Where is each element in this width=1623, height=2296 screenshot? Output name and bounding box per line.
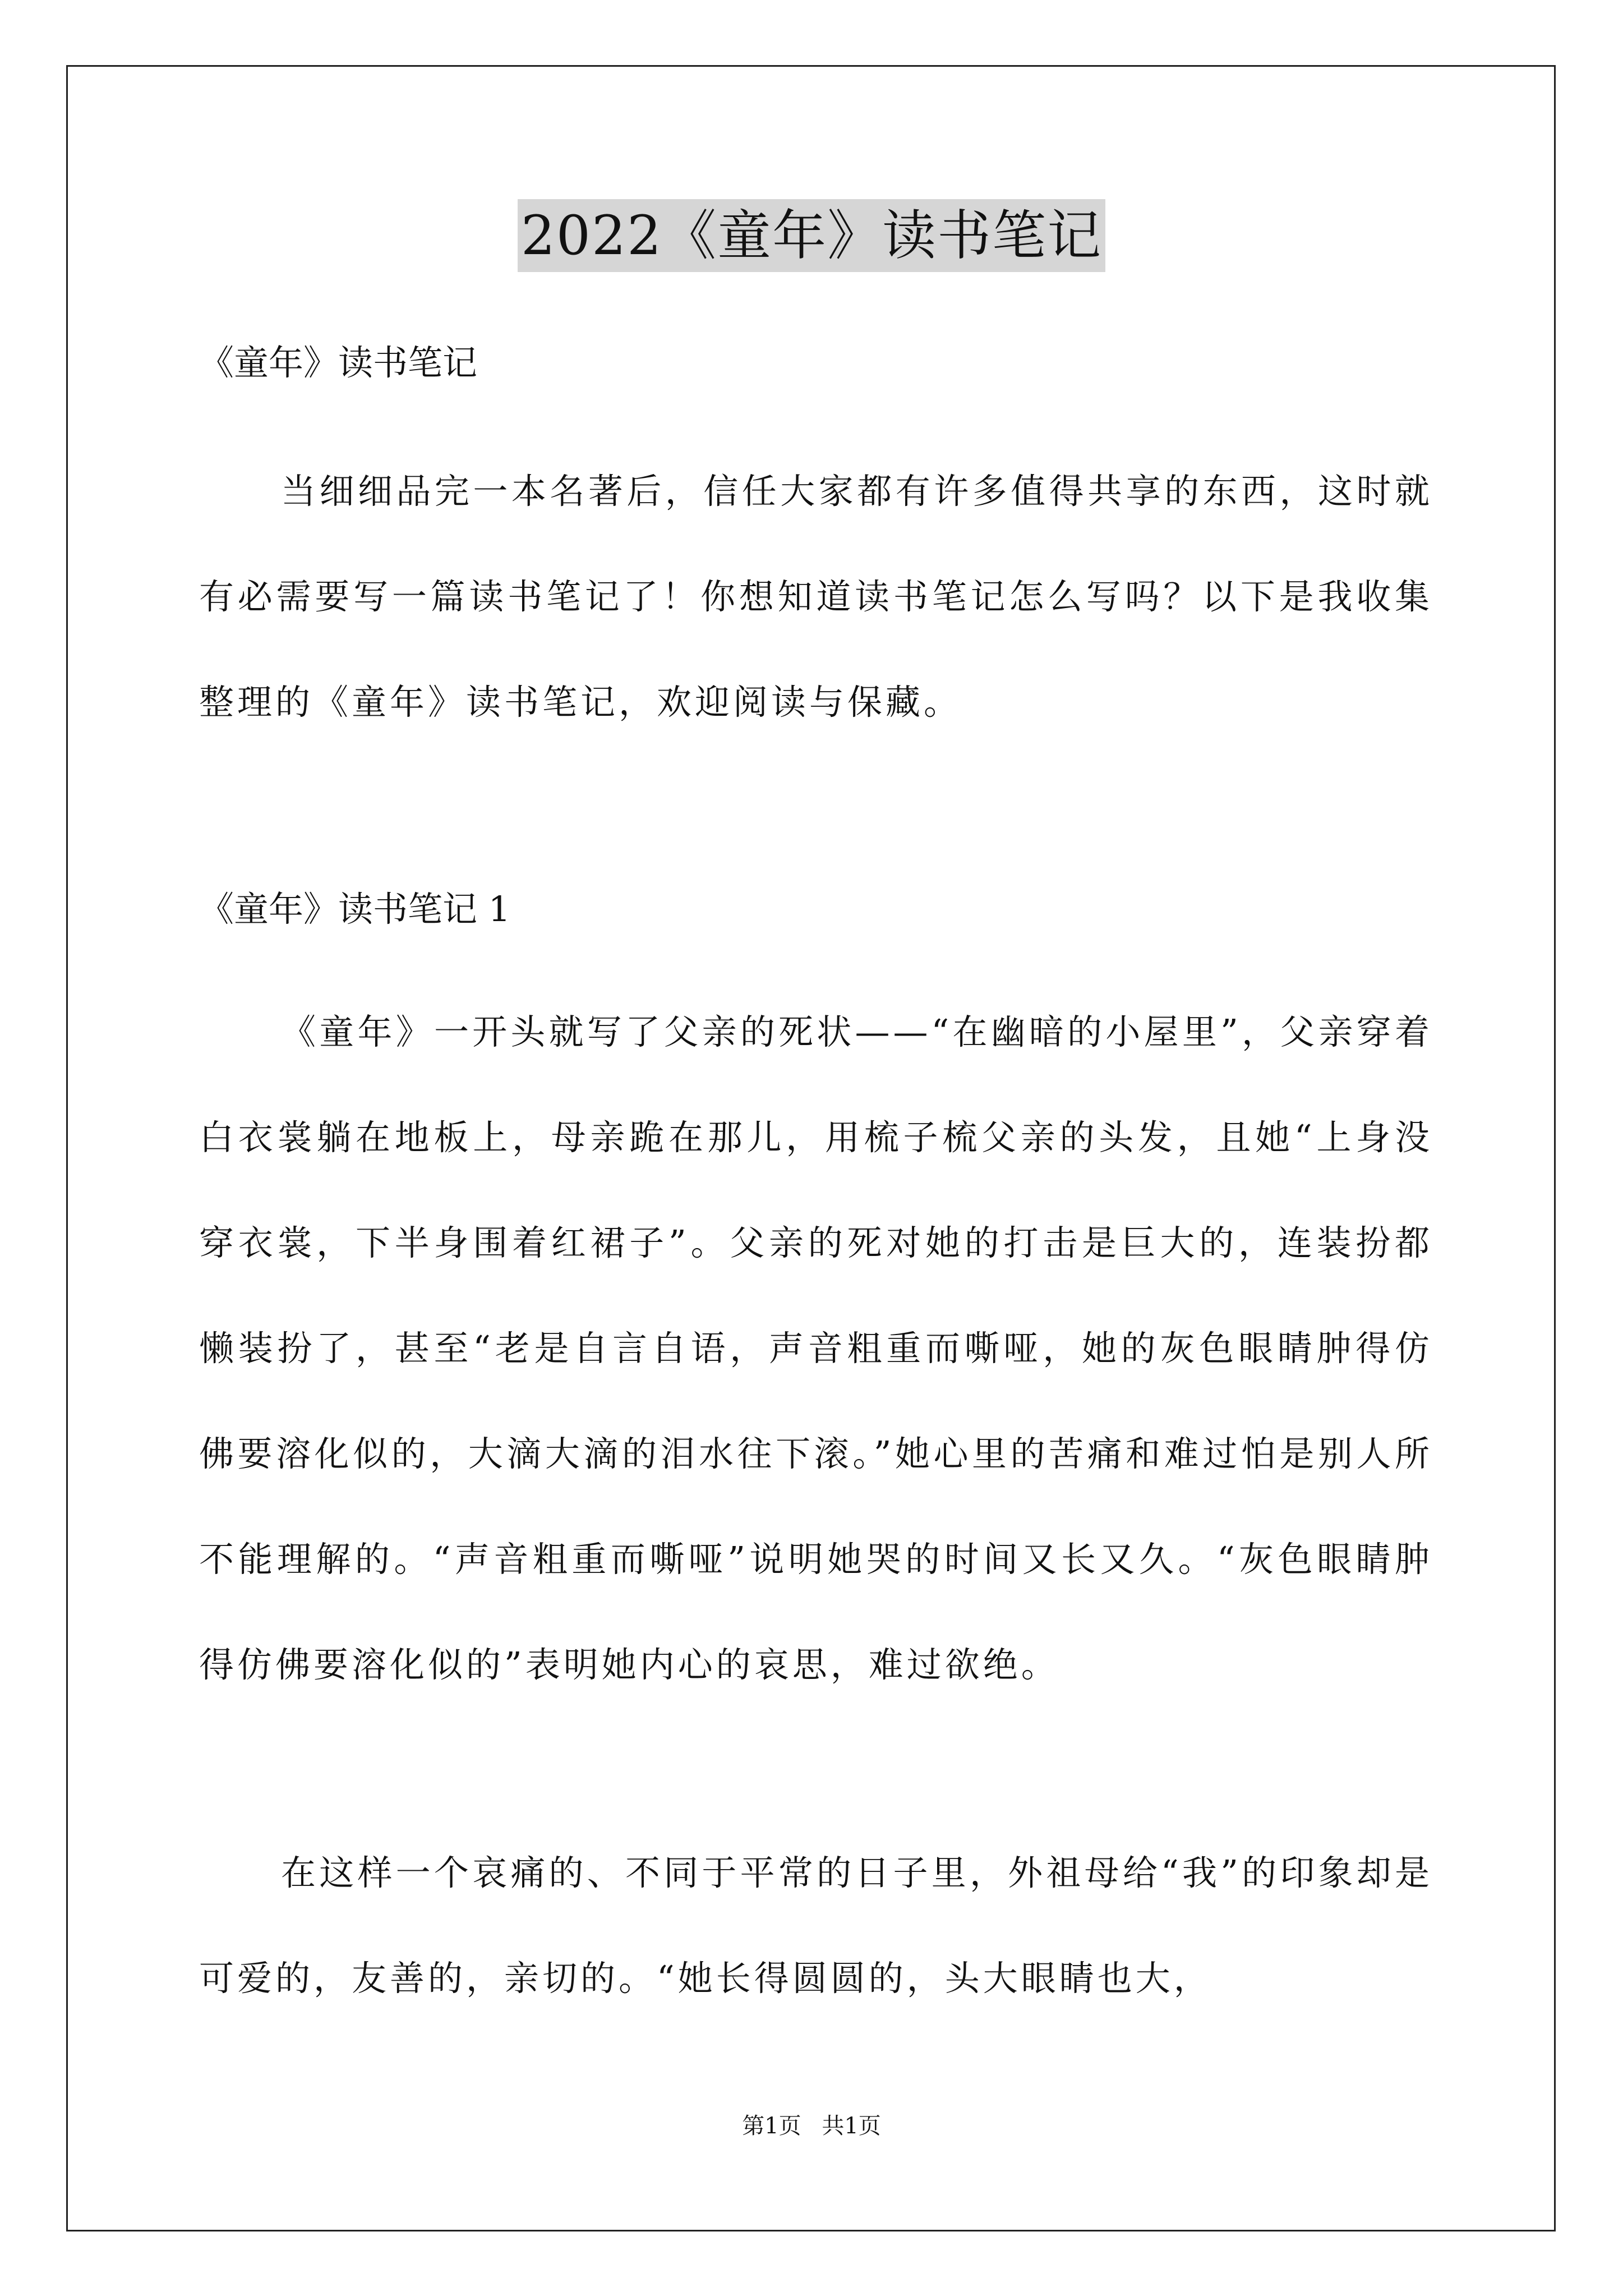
- title-block: [0, 199, 1623, 272]
- document-title: 2022《童年》读书笔记: [518, 199, 1105, 272]
- body-paragraph-2: 在这样一个哀痛的、不同于平常的日子里，外祖母给“我”的印象却是可爱的，友善的，亲切的。“她长得圆圆的，头大眼睛也大，: [199, 1852, 1433, 1999]
- page-total: 共1页: [822, 2113, 881, 2139]
- page-number: 第1页: [742, 2113, 801, 2139]
- intro-subheading: 《童年》读书笔记: [199, 342, 478, 383]
- intro-paragraph: 当细细品完一本名著后，信任大家都有许多值得共享的东西，这时就有必需要写一篇读书笔记了！你想知道读书笔记怎么写吗？以下是我收集整理的《童年》读书笔记，欢迎阅读与保藏。: [199, 471, 1433, 723]
- body-paragraph-1: 《童年》一开头就写了父亲的死状——“在幽暗的小屋里”，父亲穿着白衣裳躺在地板上，母亲跪在那儿，用梳子梳父亲的头发，且她“上身没穿衣裳，下半身围着红裙子”。父亲的死对她的打击是巨大的，连装扮都懒装扮了，甚至“老是自言自语，声音粗重而嘶哑，她的灰色眼睛肿得仿佛要溶化似的，大滴大滴的泪水往下滚。”她心里的苦痛和难过怕是别人所不能理解的。“声音粗重而嘶哑”说明她哭的时间又长又久。“灰色眼睛肿得仿佛要溶化似的”表明她内心的哀思，难过欲绝。: [199, 1011, 1433, 1685]
- page-footer: [0, 2109, 1623, 2143]
- section-heading: 《童年》读书笔记 1: [199, 889, 511, 930]
